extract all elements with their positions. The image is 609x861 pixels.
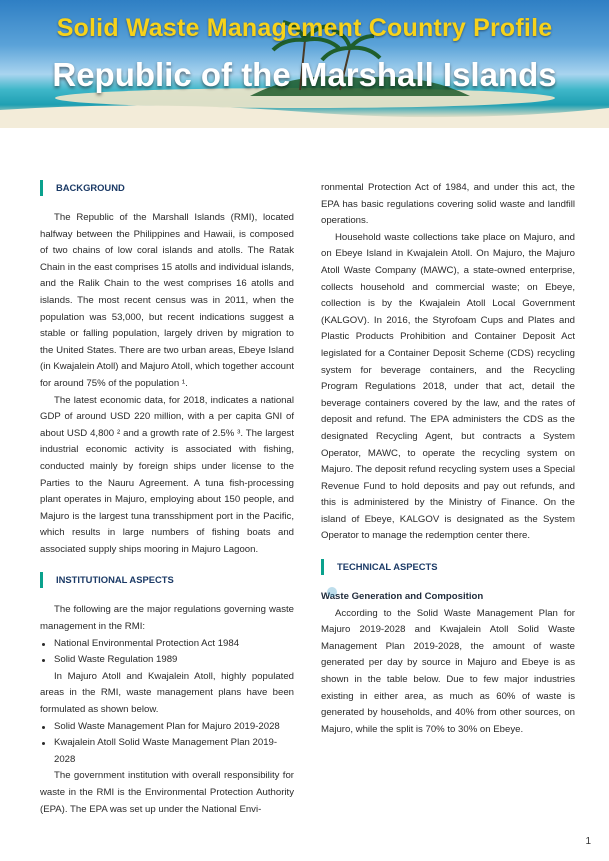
paragraph: In Majuro Atoll and Kwajalein Atoll, highly populated areas in the RMI, waste management plans have been formulated as shown below. [40, 670, 294, 716]
list-item: Solid Waste Management Plan for Majuro 2019-2028 [40, 719, 294, 736]
paragraph: According to the Solid Waste Management Plan for Majuro 2019-2028 and Kwajalein Atoll Solid Waste Management Plan 2019-2028, the amount of waste generated per day by source in Majuro and Ebeye is as shown in the table below. Due to few major industries existing in either area, as much as 60% of waste is generated by households, and 40% from other sources, on Majuro, while the split is 70% to 30% on Ebeye. [321, 607, 575, 735]
heading-text: TECHNICAL ASPECTS [337, 561, 438, 573]
list-item: National Environmental Protection Act 1984 [40, 636, 294, 653]
section-heading-institutional [40, 572, 294, 588]
paragraph: The following are the major regulations governing waste management in the RMI: [40, 604, 294, 633]
paragraph: The latest economic data, for 2018, indicates a national GDP of around USD 220 million, with a per capita GNI of about USD 4,800 ² and a growth rate of 2.5% ³. The largest industrial economic activity is associated with fishing, conducted mainly by foreign ships under license to the Parties to the Nauru Agreement. A tuna fish-processing plant operates in Majuro, employing about 150 people, and Majuro is the largest tuna transshipment port in the Pacific, which results in large numbers of fishing boats and associated supply ships mooring in Majuro Lagoon. [40, 394, 294, 555]
paragraph-split: The government institution with overall responsibility for waste in the RMI is the Environmental Protection Authority (EPA). The EPA was set up under the National Envi- [40, 770, 294, 815]
title-line-1: Solid Waste Management Country Profile [56, 14, 553, 42]
list-item: Kwajalein Atoll Solid Waste Management Plan 2019-2028 [40, 735, 294, 768]
left-column [40, 180, 294, 818]
plan-list [40, 719, 294, 769]
title-line-2: Republic of the Marshall Islands [52, 56, 557, 93]
page-number: 1 [585, 836, 591, 847]
list-item: Solid Waste Regulation 1989 [40, 652, 294, 669]
regulation-list [40, 636, 294, 669]
subheading [321, 589, 575, 606]
paragraph: Household waste collections take place on Majuro, and on Ebeye Island in Kwajalein Atoll. On Majuro, the Majuro Atoll Waste Company (MAWC), a state-owned enterprise, collects household and commercial waste; on Ebeye, collection is by the Kwajalein Atoll Local Government (KALGOV). In 2016, the Styrofoam Cups and Plates and Plastic Products Prohibition and Container Deposit Act legislated for a Container Deposit Scheme (CDS) recycling system for beverage containers, and the Recycling Program Regulations 2018, under that act, detail the beverage containers covered by the law, and the rates of deposit and refund. The EPA administers the CDS as the designated Recycling Agent, but contracts a System Operator, MAWC, to operate the recycling system on Majuro. The deposit refund recycling system uses a Special Revenue Fund to hold deposits and pay out refunds, and this is administered by the Ministry of Finance. On the island of Ebeye, KALGOV is designated as the System Operator to manage the redemption center there. [321, 231, 575, 542]
heading-accent-bar [40, 572, 43, 588]
heading-accent-bar [40, 180, 43, 196]
paragraph-continued: ronmental Protection Act of 1984, and under this act, the EPA has basic regulations covering solid waste and landfill operations. [321, 182, 575, 227]
subheading-text: Waste Generation and Composition [321, 591, 484, 603]
heading-text: INSTITUTIONAL ASPECTS [56, 574, 174, 586]
cover-banner [0, 0, 609, 128]
heading-text: BACKGROUND [56, 182, 125, 193]
marker-dot [327, 587, 337, 597]
section-heading-background [40, 180, 294, 196]
heading-accent-bar [321, 559, 324, 575]
section-heading-technical [321, 559, 575, 575]
right-column [321, 180, 575, 738]
paragraph: The Republic of the Marshall Islands (RMI), located halfway between the Philippines and Hawaii, is composed of two chains of low coral islands and atolls. The Ratak Chain in the east comprises 15 atolls and individual islands, and the Ralik Chain to the west comprises 16 atolls and islands. The most recent census was in 2011, when the population was 53,000, but recent indications suggest a stable or falling population, largely driven by migration to the United States. There are two urban areas, Ebeye Island (in Kwajalein Atoll) and Majuro Atoll, which together account for around 75% of the population ¹. [40, 212, 294, 389]
